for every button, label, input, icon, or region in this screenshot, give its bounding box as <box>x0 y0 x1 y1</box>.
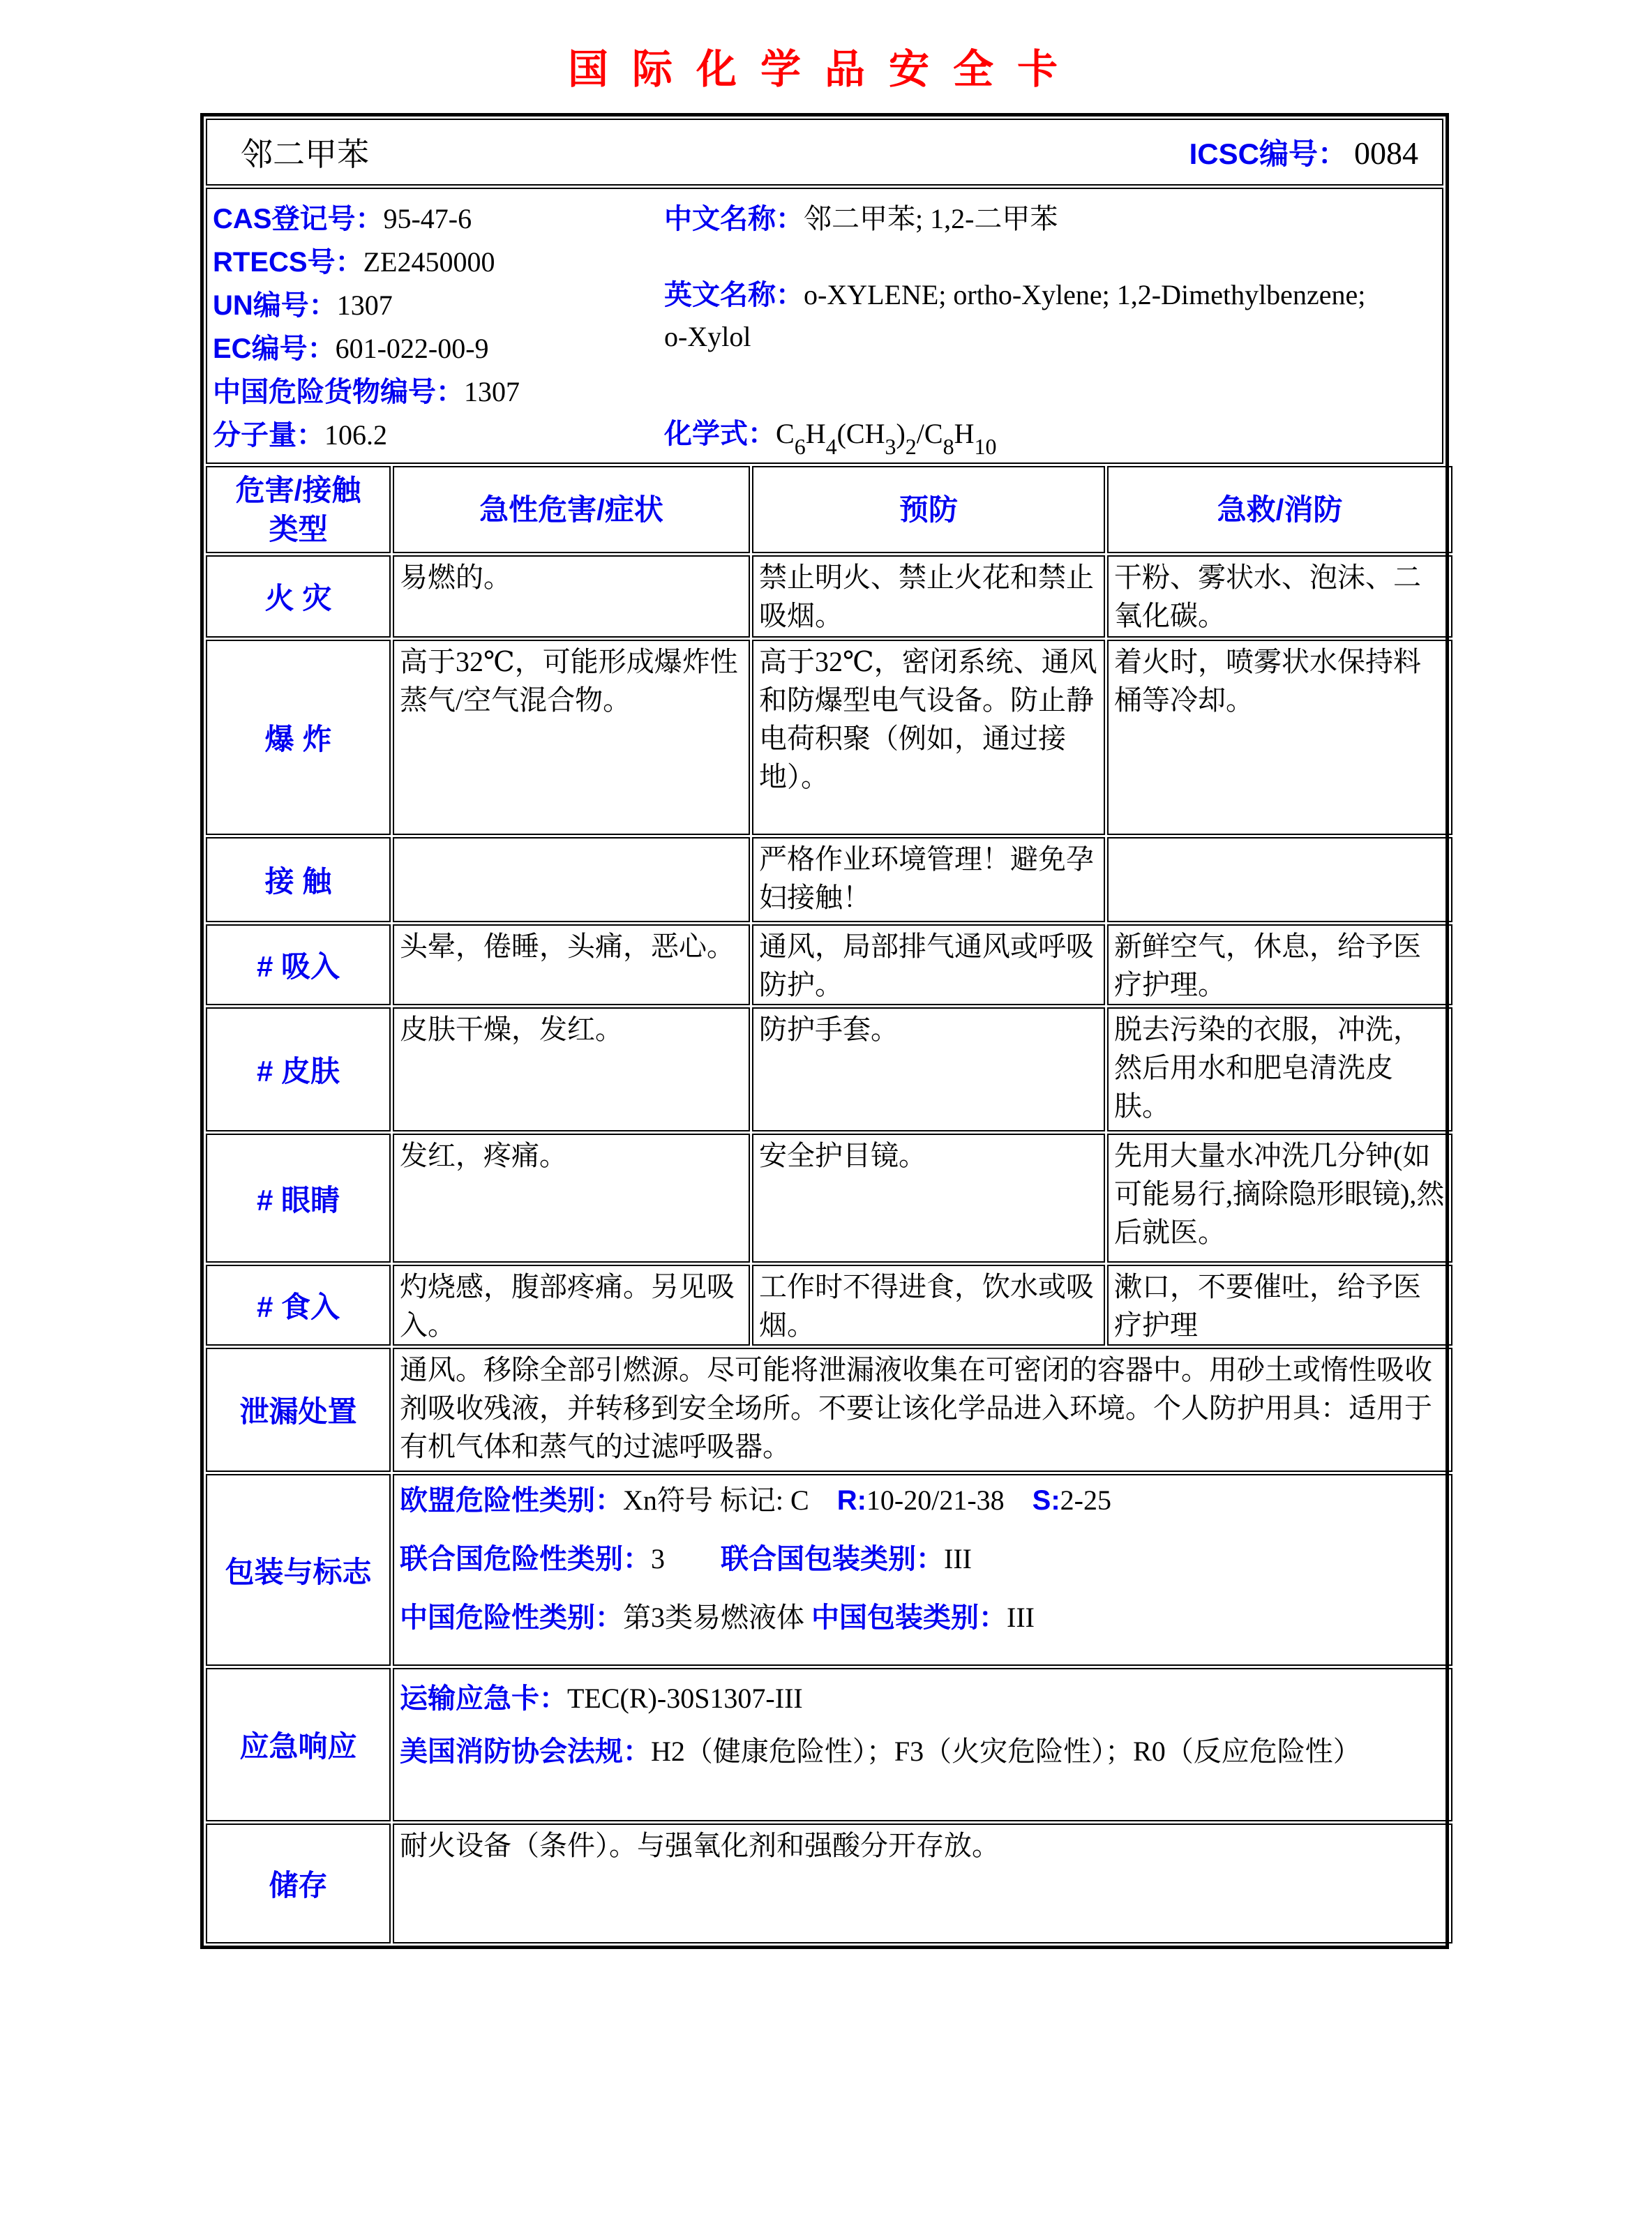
name-list <box>657 189 1442 463</box>
rtecs-label: RTECS号： <box>213 247 363 278</box>
field-value: TEC(R)-30S1307-III <box>567 1683 803 1714</box>
field-label: S: <box>1032 1485 1060 1516</box>
table-row-spill <box>206 1348 1452 1472</box>
card-container <box>200 113 1449 1949</box>
inhalation-symptoms: 头晕，倦睡，头痛，恶心。 <box>393 924 750 1005</box>
field-value: 2-25 <box>1060 1484 1111 1516</box>
row-label-storage: 储存 <box>206 1823 391 1943</box>
col-header-symptoms: 急性危害/症状 <box>393 466 750 553</box>
row-label-packaging: 包装与标志 <box>206 1474 391 1666</box>
transport-emergency-card-line <box>400 1674 1446 1724</box>
row-label-fire: 火 灾 <box>206 555 391 638</box>
un-value: 1307 <box>336 289 393 321</box>
storage-content: 耐火设备（条件）。与强氧化剂和强酸分开存放。 <box>393 1823 1452 1943</box>
field-label: 欧盟危险性类别： <box>400 1485 623 1516</box>
explosion-symptoms: 高于32℃，可能形成爆炸性蒸气/空气混合物。 <box>393 640 750 835</box>
row-label-ingestion: # 食入 <box>206 1265 391 1346</box>
un-label: UN编号： <box>213 290 337 321</box>
china-dg-number-row <box>213 370 657 414</box>
exposure-symptoms <box>393 837 750 922</box>
fire-symptoms: 易燃的。 <box>393 555 750 638</box>
formula-subscript: 10 <box>974 434 997 459</box>
col-header-hazard-type-line2: 类型 <box>269 512 328 546</box>
row-label-explosion: 爆 炸 <box>206 640 391 835</box>
table-row-emergency <box>206 1668 1452 1821</box>
formula-subscript: 8 <box>943 434 954 459</box>
table-row-fire <box>206 555 1452 638</box>
formula-label: 化学式： <box>664 419 776 449</box>
cas-number-row <box>213 197 657 241</box>
eyes-symptoms: 发红，疼痛。 <box>393 1134 750 1263</box>
table-row-inhalation <box>206 924 1452 1005</box>
un-hazard-class-line <box>400 1540 1446 1579</box>
china-dg-label: 中国危险货物编号： <box>213 377 464 407</box>
spill-content: 通风。移除全部引燃源。尽可能将泄漏液收集在可密闭的容器中。用砂土或惰性吸收剂吸收残液，并转移到安全场所。不要让该化学品进入环境。个人防护用具：适用于有机气体和蒸气的过滤呼吸器。 <box>393 1348 1452 1472</box>
field-value: 第3类易燃液体 <box>623 1602 811 1633</box>
cas-label: CAS登记号： <box>213 204 384 234</box>
un-number-row <box>213 284 657 327</box>
field-label: 联合国危险性类别： <box>400 1544 651 1574</box>
fire-prevention: 禁止明火、禁止火花和禁止吸烟。 <box>752 555 1105 638</box>
name-header-box <box>206 119 1443 186</box>
field-value: 3 <box>651 1543 721 1574</box>
field-label: R: <box>836 1485 866 1516</box>
chemical-formula <box>776 418 997 459</box>
formula-text: ) <box>896 418 906 449</box>
exposure-firstaid <box>1107 837 1452 922</box>
col-header-hazard-type <box>206 466 391 553</box>
identifiers-box <box>206 188 1443 464</box>
table-row-skin <box>206 1007 1452 1131</box>
field-value: Xn符号 标记: C <box>623 1484 837 1516</box>
row-label-emergency: 应急响应 <box>206 1668 391 1821</box>
formula-text: H <box>954 418 975 449</box>
rtecs-value: ZE2450000 <box>363 246 495 278</box>
table-row-explosion <box>206 640 1452 835</box>
china-dg-value: 1307 <box>464 376 520 407</box>
icsc-number: 0084 <box>1354 135 1418 171</box>
formula-text: /C <box>916 418 943 449</box>
col-header-hazard-type-line1: 危害/接触 <box>235 473 361 506</box>
chinese-name-label: 中文名称： <box>664 204 804 234</box>
molecular-weight-value: 106.2 <box>324 419 387 451</box>
english-name-row <box>664 274 1369 358</box>
page-title: 国际化学品安全卡 <box>567 47 1081 92</box>
inhalation-prevention: 通风，局部排气通风或呼吸防护。 <box>752 924 1105 1005</box>
eu-hazard-class-line <box>400 1481 1446 1520</box>
eyes-firstaid: 先用大量水冲洗几分钟(如可能易行,摘除隐形眼镜),然后就医。 <box>1107 1134 1452 1263</box>
formula-text: (CH <box>836 418 885 449</box>
formula-subscript: 4 <box>825 434 837 459</box>
emergency-content <box>393 1668 1452 1821</box>
field-value: 10-20/21-38 <box>866 1484 1032 1516</box>
field-label: 联合国包装类别： <box>721 1544 944 1574</box>
skin-firstaid: 脱去污染的衣服，冲洗，然后用水和肥皂清洗皮肤。 <box>1107 1007 1452 1131</box>
row-label-exposure: 接 触 <box>206 837 391 922</box>
formula-subscript: 3 <box>885 434 896 459</box>
formula-subscript: 6 <box>794 434 806 459</box>
explosion-firstaid: 着火时，喷雾状水保持料桶等冷却。 <box>1107 640 1452 835</box>
explosion-prevention: 高于32℃，密闭系统、通风和防爆型电气设备。防止静电荷积聚（例如，通过接地）。 <box>752 640 1105 835</box>
inhalation-firstaid: 新鲜空气，休息，给予医疗护理。 <box>1107 924 1452 1005</box>
formula-text: H <box>805 418 826 449</box>
eyes-prevention: 安全护目镜。 <box>752 1134 1105 1263</box>
field-value: III <box>1007 1602 1035 1633</box>
field-value: H2（健康危险性）；F3（火灾危险性）；R0（反应危险性） <box>651 1736 1361 1767</box>
rtecs-number-row <box>213 241 657 284</box>
table-row-eyes <box>206 1134 1452 1263</box>
china-hazard-class-line <box>400 1598 1446 1637</box>
field-value: III <box>944 1543 972 1574</box>
chinese-name-value: 邻二甲苯; 1,2-二甲苯 <box>804 203 1058 234</box>
molecular-weight-row <box>213 414 657 457</box>
skin-symptoms: 皮肤干燥，发红。 <box>393 1007 750 1131</box>
icsc-label: ICSC编号： <box>1189 137 1347 170</box>
table-row-ingestion <box>206 1265 1452 1346</box>
row-label-inhalation: # 吸入 <box>206 924 391 1005</box>
field-label: 美国消防协会法规： <box>400 1736 651 1767</box>
ingestion-firstaid: 漱口，不要催吐，给予医疗护理 <box>1107 1265 1452 1346</box>
english-name-label: 英文名称： <box>664 280 804 310</box>
field-label: 中国包装类别： <box>811 1602 1007 1633</box>
table-row-storage <box>206 1823 1452 1943</box>
english-name-value: o-XYLENE; ortho-Xylene; 1,2-Dimethylbenzene; o-Xylol <box>664 279 1366 352</box>
chemical-name: 邻二甲苯 <box>241 137 369 172</box>
hazard-table <box>204 464 1455 1946</box>
formula-row <box>664 412 1442 457</box>
fire-firstaid: 干粉、雾状水、泡沫、二氧化碳。 <box>1107 555 1452 638</box>
molecular-weight-label: 分子量： <box>213 420 324 451</box>
field-label: 运输应急卡： <box>400 1683 567 1714</box>
row-label-spill: 泄漏处置 <box>206 1348 391 1472</box>
col-header-prevention: 预防 <box>752 466 1105 553</box>
formula-text: C <box>776 418 795 449</box>
icsc-number-field <box>1189 131 1418 173</box>
cas-value: 95-47-6 <box>383 203 472 234</box>
packaging-content <box>393 1474 1452 1666</box>
table-row-packaging <box>206 1474 1452 1666</box>
table-row-exposure <box>206 837 1452 922</box>
row-label-skin: # 皮肤 <box>206 1007 391 1131</box>
field-label: 中国危险性类别： <box>400 1602 623 1633</box>
skin-prevention: 防护手套。 <box>752 1007 1105 1131</box>
identifier-list <box>207 189 657 463</box>
ingestion-prevention: 工作时不得进食，饮水或吸烟。 <box>752 1265 1105 1346</box>
hazard-table-header-row <box>206 466 1452 553</box>
row-label-eyes: # 眼睛 <box>206 1134 391 1263</box>
ec-number-row <box>213 327 657 370</box>
formula-subscript: 2 <box>905 434 917 459</box>
ec-label: EC编号： <box>213 333 336 364</box>
nfpa-code-line <box>400 1727 1446 1777</box>
exposure-prevention: 严格作业环境管理！避免孕妇接触！ <box>752 837 1105 922</box>
chinese-name-row <box>664 197 1442 241</box>
col-header-firstaid: 急救/消防 <box>1107 466 1452 553</box>
ingestion-symptoms: 灼烧感，腹部疼痛。另见吸入。 <box>393 1265 750 1346</box>
ec-value: 601-022-00-9 <box>335 333 489 364</box>
